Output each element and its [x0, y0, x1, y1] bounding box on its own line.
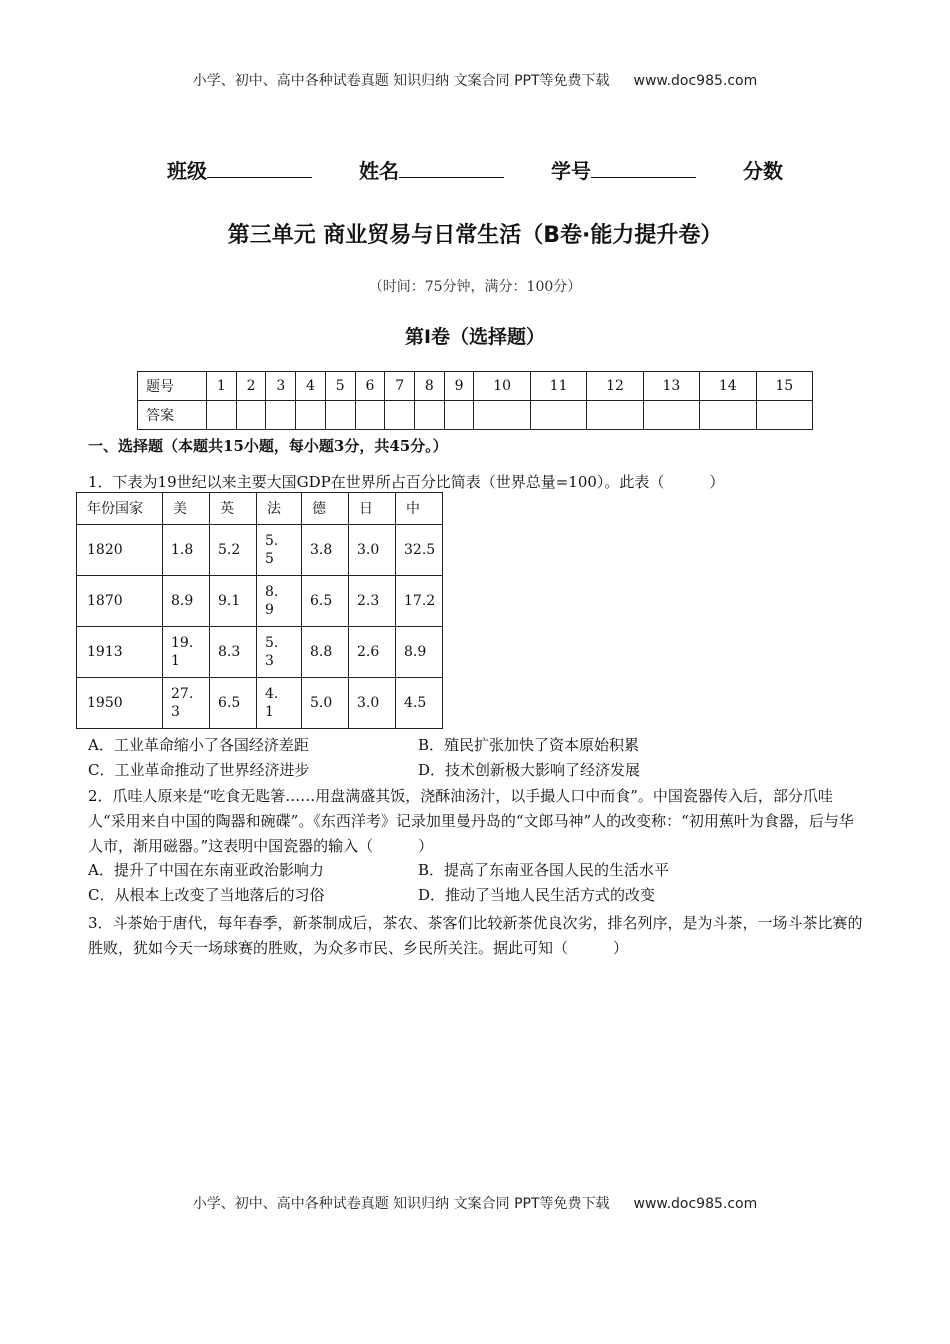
gdp-table-row [77, 576, 443, 627]
gdp-value-cell: 5.2 [210, 525, 257, 576]
gdp-value-cell: 27. 3 [163, 678, 210, 729]
q1-option-d[interactable]: D．技术创新极大影响了经济发展 [418, 761, 641, 779]
time-info: （时间：75分钟，满分：100分） [368, 279, 582, 295]
gdp-table-header [77, 493, 443, 525]
gdp-header-cell: 中 [396, 493, 443, 525]
gdp-value-cell: 8.9 [396, 627, 443, 678]
gdp-value-cell: 5. 5 [257, 525, 302, 576]
score-label: 分数 [742, 159, 783, 183]
student-info-line [0, 155, 950, 184]
gdp-value-cell: 1.8 [163, 525, 210, 576]
gdp-value-cell: 3.0 [349, 678, 396, 729]
gdp-value-cell: 5. 3 [257, 627, 302, 678]
q1-option-c[interactable]: C．工业革命推动了世界经济进步 [88, 761, 310, 779]
gdp-value-cell: 4. 1 [257, 678, 302, 729]
question-number-cell: 2 [236, 372, 266, 401]
gdp-value-cell: 6.5 [302, 576, 349, 627]
class-label: 班级 [167, 159, 208, 183]
gdp-year-cell: 1870 [77, 576, 163, 627]
answer-cell[interactable] [700, 401, 756, 430]
gdp-value-cell: 8. 9 [257, 576, 302, 627]
q2-option-b[interactable]: B．提高了东南亚各国人民的生活水平 [418, 861, 670, 879]
page-header [0, 70, 950, 90]
answer-row [138, 401, 813, 430]
q1-option-a[interactable]: A．工业革命缩小了各国经济差距 [88, 736, 309, 754]
q2-option-a[interactable]: A．提升了中国在东南亚政治影响力 [88, 861, 324, 879]
gdp-value-cell: 5.0 [302, 678, 349, 729]
id-blank[interactable] [591, 159, 696, 178]
question-number-cell: 8 [415, 372, 445, 401]
class-blank[interactable] [207, 159, 312, 178]
answer-cell[interactable] [207, 401, 237, 430]
answer-cell[interactable] [296, 401, 326, 430]
gdp-value-cell: 2.6 [349, 627, 396, 678]
answer-cell[interactable] [474, 401, 530, 430]
q1-option-b[interactable]: B．殖民扩张加快了资本原始积累 [418, 736, 640, 754]
answer-cell[interactable] [325, 401, 355, 430]
question-number-label: 题号 [138, 372, 207, 401]
gdp-value-cell: 8.3 [210, 627, 257, 678]
answer-cell[interactable] [236, 401, 266, 430]
answer-number-row [138, 372, 813, 401]
question-number-cell: 9 [444, 372, 474, 401]
gdp-value-cell: 19. 1 [163, 627, 210, 678]
name-blank[interactable] [399, 159, 504, 178]
gdp-value-cell: 8.8 [302, 627, 349, 678]
header-site-link[interactable]: www.doc985.com [633, 73, 758, 89]
gdp-header-cell: 德 [302, 493, 349, 525]
answer-cell[interactable] [756, 401, 813, 430]
footer-text: 小学、初中、高中各种试卷真题 知识归纳 文案合同 PPT等免费下载 [192, 1196, 610, 1212]
question-number-cell: 6 [355, 372, 385, 401]
gdp-year-cell: 1913 [77, 627, 163, 678]
gdp-table-row [77, 525, 443, 576]
gdp-table [76, 492, 443, 729]
question-number-cell: 14 [700, 372, 756, 401]
answer-cell[interactable] [355, 401, 385, 430]
question-number-cell: 11 [530, 372, 586, 401]
answer-cell[interactable] [643, 401, 699, 430]
answer-cell[interactable] [530, 401, 586, 430]
name-label: 姓名 [359, 159, 400, 183]
gdp-value-cell: 32.5 [396, 525, 443, 576]
answer-cell[interactable] [587, 401, 643, 430]
question-number-cell: 12 [587, 372, 643, 401]
gdp-value-cell: 2.3 [349, 576, 396, 627]
gdp-table-row [77, 678, 443, 729]
answer-cell[interactable] [266, 401, 296, 430]
gdp-header-cell: 法 [257, 493, 302, 525]
question-3-stem: 3．斗茶始于唐代，每年春季，新茶制成后，茶农、茶客们比较新茶优良次劣，排名列序，是为斗茶，一场斗茶比赛的胜败，犹如今天一场球赛的胜败，为众多市民、乡民所关注。据此可知（ ） [88, 914, 863, 957]
question-2-options [88, 858, 868, 908]
question-1-options [88, 733, 868, 783]
section-title: 一、选择题（本题共15小题，每小题3分，共45分。） [88, 437, 448, 455]
gdp-header-cell: 日 [349, 493, 396, 525]
question-2-stem: 2．爪哇人原来是“吃食无匙箸……用盘满盛其饭，浇酥油汤汁，以手撮人口中而食”。中国瓷器传入后，部分爪哇人“采用来自中国的陶器和碗碟”。《东西洋考》记录加里曼丹岛的“文郎马神”人的改变称：“初用蕉叶为食器，后与华人市，渐用磁器。”这表明中国瓷器的输入（ ） [88, 787, 854, 855]
gdp-header-cell: 英 [210, 493, 257, 525]
page-footer [0, 1193, 950, 1213]
answer-label: 答案 [138, 401, 207, 430]
question-number-cell: 13 [643, 372, 699, 401]
gdp-header-cell: 年份国家 [77, 493, 163, 525]
answer-cell[interactable] [444, 401, 474, 430]
question-number-cell: 1 [207, 372, 237, 401]
question-number-cell: 4 [296, 372, 326, 401]
question-number-cell: 10 [474, 372, 530, 401]
q2-option-c[interactable]: C．从根本上改变了当地落后的习俗 [88, 886, 325, 904]
answer-table [137, 371, 813, 430]
gdp-value-cell: 3.0 [349, 525, 396, 576]
gdp-header-cell: 美 [163, 493, 210, 525]
gdp-value-cell: 9.1 [210, 576, 257, 627]
q2-option-d[interactable]: D．推动了当地人民生活方式的改变 [418, 886, 656, 904]
answer-cell[interactable] [415, 401, 445, 430]
gdp-year-cell: 1950 [77, 678, 163, 729]
footer-site-link[interactable]: www.doc985.com [633, 1196, 758, 1212]
id-label: 学号 [550, 159, 591, 183]
gdp-value-cell: 4.5 [396, 678, 443, 729]
question-number-cell: 3 [266, 372, 296, 401]
question-number-cell: 5 [325, 372, 355, 401]
question-number-cell: 7 [385, 372, 415, 401]
gdp-value-cell: 6.5 [210, 678, 257, 729]
answer-cell[interactable] [385, 401, 415, 430]
part-title: 第Ⅰ卷（选择题） [404, 326, 546, 348]
gdp-table-row [77, 627, 443, 678]
question-number-cell: 15 [756, 372, 813, 401]
gdp-year-cell: 1820 [77, 525, 163, 576]
gdp-value-cell: 17.2 [396, 576, 443, 627]
page-title: 第三单元 商业贸易与日常生活（B卷·能力提升卷） [227, 223, 723, 248]
header-text: 小学、初中、高中各种试卷真题 知识归纳 文案合同 PPT等免费下载 [192, 73, 610, 89]
question-1-stem: 1．下表为19世纪以来主要大国GDP在世界所占百分比简表（世界总量=100）。此表（ ） [88, 473, 725, 491]
gdp-value-cell: 3.8 [302, 525, 349, 576]
gdp-value-cell: 8.9 [163, 576, 210, 627]
